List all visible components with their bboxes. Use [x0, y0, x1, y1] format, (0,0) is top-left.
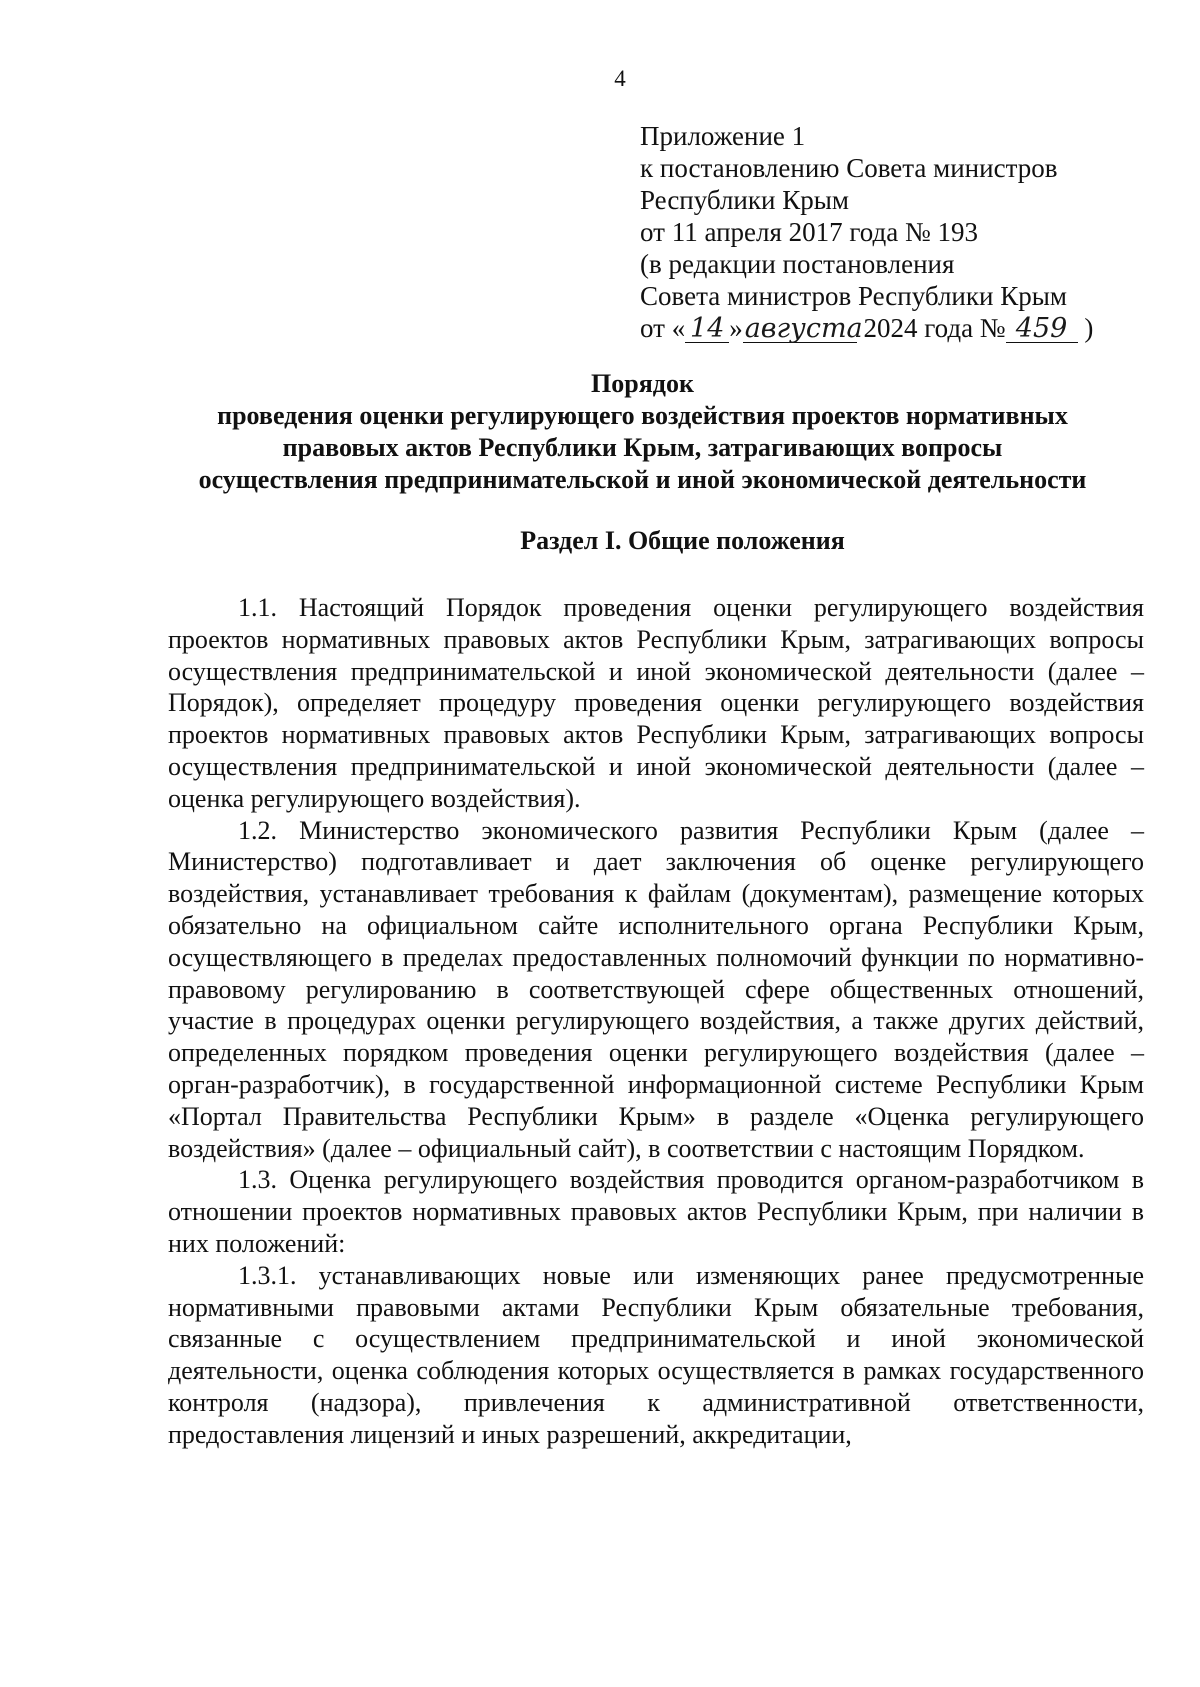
appendix-line: Республики Крым	[640, 185, 849, 215]
appendix-header	[640, 120, 1093, 344]
title-line: Порядок	[591, 369, 694, 398]
date-suffix: )	[1077, 313, 1094, 343]
date-prefix: от «	[640, 313, 686, 343]
appendix-date-line	[640, 312, 1093, 344]
paragraph-1-2: 1.2. Министерство экономического развития Республики Крым (далее – Министерство) подготавливает и дает заключения об оценке регулирующего воздействия, устанавливает требования к файлам (документам), размещение которых обязательно на официальном сайте исполнительного органа Республики Крым, осуществляющего в пределах предоставленных полномочий функции по нормативно-правовому регулированию в соответствующей сфере общественных отношений, участие в процедурах оценки регулирующего воздействия, а также других действий, определенных порядком проведения оценки регулирующего воздействия (далее – орган-разработчик), в государственной информационной системе Республики Крым «Портал Правительства Республики Крым» в разделе «Оценка регулирующего воздействия» (далее – официальный сайт), в соответствии с настоящим Порядком.	[168, 815, 1144, 1163]
title-line: правовых актов Республики Крым, затрагивающих вопросы	[282, 433, 1003, 462]
paragraph-1-1: 1.1. Настоящий Порядок проведения оценки регулирующего воздействия проектов нормативных правовых актов Республики Крым, затрагивающих вопросы осуществления предпринимательской и иной экономической деятельности (далее – Порядок), определяет процедуру проведения оценки регулирующего воздействия проектов нормативных правовых актов Республики Крым, затрагивающих вопросы осуществления предпринимательской и иной экономической деятельности (далее – оценка регулирующего воздействия).	[168, 593, 1144, 813]
paragraph-1-3: 1.3. Оценка регулирующего воздействия проводится органом-разработчиком в отношении проектов нормативных правовых актов Республики Крым, при наличии в них положений:	[168, 1165, 1144, 1258]
appendix-line: Приложение 1	[640, 121, 806, 151]
title-line: осуществления предпринимательской и иной экономической деятельности	[198, 465, 1087, 494]
section-heading: Раздел I. Общие положения	[520, 526, 845, 555]
page-number: 4	[614, 66, 626, 91]
appendix-line: от 11 апреля 2017 года № 193	[640, 217, 979, 247]
paragraph-1-3-1: 1.3.1. устанавливающих новые или изменяющих ранее предусмотренные нормативными правовыми актами Республики Крым обязательные требования, связанные с осуществлением предпринимательской и иной экономической деятельности, оценка соблюдения которых осуществляется в рамках государственного контроля (надзора), привлечения к административной ответственности, предоставления лицензий и иных разрешений, аккредитации,	[168, 1260, 1144, 1449]
title-line: проведения оценки регулирующего воздействия проектов нормативных	[217, 401, 1068, 430]
document-body	[168, 592, 1144, 1451]
appendix-line: Совета министров Республики Крым	[640, 281, 1067, 311]
date-quote: »	[729, 313, 743, 343]
date-year: 2024 года №	[856, 313, 1006, 343]
appendix-line: к постановлению Совета министров	[640, 153, 1058, 183]
handwritten-number: 459	[1006, 316, 1078, 343]
handwritten-day: 14	[685, 316, 729, 343]
handwritten-month: августа	[744, 313, 863, 344]
appendix-line: (в редакции постановления	[640, 249, 955, 279]
document-title	[120, 368, 1165, 496]
